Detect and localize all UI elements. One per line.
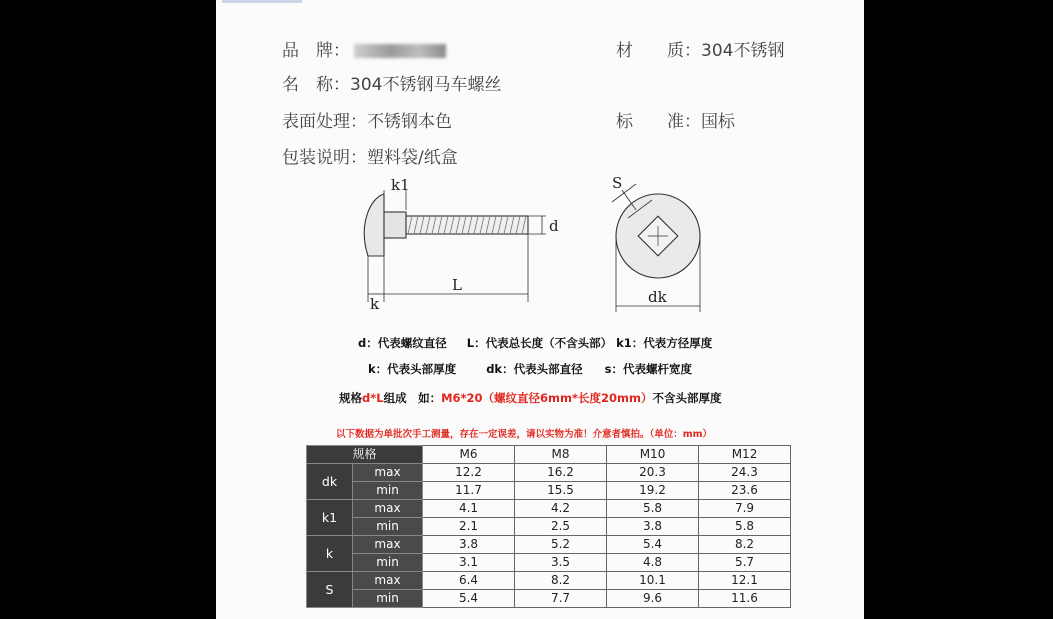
spec-table xyxy=(306,445,791,608)
table-row xyxy=(307,482,791,500)
table-cell: 11.6 xyxy=(699,590,791,608)
dim-k: k xyxy=(370,295,380,313)
package-value: 塑料袋/纸盒 xyxy=(367,148,458,168)
spec-prefix: 规格 xyxy=(339,391,362,405)
column-header: M8 xyxy=(515,446,607,464)
table-row xyxy=(307,518,791,536)
sub-label: min xyxy=(353,518,423,536)
bolt-head xyxy=(364,194,384,256)
surface-value: 不锈钢本色 xyxy=(367,112,452,132)
column-header: M6 xyxy=(423,446,515,464)
table-cell: 7.9 xyxy=(699,500,791,518)
table-cell: 15.5 xyxy=(515,482,607,500)
table-cell: 5.2 xyxy=(515,536,607,554)
table-cell: 12.1 xyxy=(699,572,791,590)
dim-dk: dk xyxy=(648,288,667,306)
surface-label: 表面处理： xyxy=(282,112,367,132)
group-label: k1 xyxy=(307,500,353,536)
group-label: k xyxy=(307,536,353,572)
table-cell: 9.6 xyxy=(607,590,699,608)
table-cell: 8.2 xyxy=(699,536,791,554)
table-header-label: 规格 xyxy=(307,446,423,464)
table-cell: 5.4 xyxy=(423,590,515,608)
product-spec-sheet xyxy=(216,0,864,619)
legend-dk: dk：代表头部直径 xyxy=(486,362,583,376)
table-cell: 4.2 xyxy=(515,500,607,518)
group-label: S xyxy=(307,572,353,608)
standard-value: 国标 xyxy=(701,112,735,132)
table-header-row xyxy=(307,446,791,464)
dim-S: S xyxy=(612,174,623,192)
bolt-neck xyxy=(384,212,406,238)
legend-line-1 xyxy=(358,335,712,351)
table-cell: 11.7 xyxy=(423,482,515,500)
spec-suffix: 不含头部厚度 xyxy=(652,391,722,405)
table-cell: 4.8 xyxy=(607,554,699,572)
name-value: 304不锈钢马车螺丝 xyxy=(350,75,502,95)
top-divider xyxy=(222,0,302,3)
table-cell: 16.2 xyxy=(515,464,607,482)
table-cell: 2.1 xyxy=(423,518,515,536)
material-label: 材 质： xyxy=(616,41,701,61)
sub-label: min xyxy=(353,590,423,608)
table-row xyxy=(307,536,791,554)
measurement-note: 以下数据为单批次手工测量，存在一定误差，请以实物为准！介意者慎拍。（单位：mm） xyxy=(336,429,713,440)
name-row xyxy=(282,74,501,96)
table-cell: 23.6 xyxy=(699,482,791,500)
table-cell: 7.7 xyxy=(515,590,607,608)
table-cell: 5.8 xyxy=(607,500,699,518)
sub-label: max xyxy=(353,536,423,554)
table-row xyxy=(307,590,791,608)
column-header: M10 xyxy=(607,446,699,464)
table-cell: 3.5 xyxy=(515,554,607,572)
name-label: 名 称： xyxy=(282,75,350,95)
table-cell: 4.1 xyxy=(423,500,515,518)
bolt-shank xyxy=(406,216,528,234)
column-header: M12 xyxy=(699,446,791,464)
table-cell: 3.1 xyxy=(423,554,515,572)
sub-label: max xyxy=(353,500,423,518)
table-cell: 24.3 xyxy=(699,464,791,482)
spec-example-line xyxy=(339,390,722,406)
material-value: 304不锈钢 xyxy=(701,41,785,61)
package-row xyxy=(282,147,458,169)
brand-value-redacted xyxy=(354,44,446,58)
brand-label: 品 牌： xyxy=(282,41,350,61)
legend-k: k：代表头部厚度 xyxy=(368,362,457,376)
sub-label: min xyxy=(353,554,423,572)
table-cell: 5.4 xyxy=(607,536,699,554)
table-cell: 20.3 xyxy=(607,464,699,482)
dim-d: d xyxy=(549,217,559,235)
surface-row xyxy=(282,111,452,133)
table-row xyxy=(307,500,791,518)
table-row xyxy=(307,554,791,572)
table-cell: 19.2 xyxy=(607,482,699,500)
table-cell: 10.1 xyxy=(607,572,699,590)
package-label: 包装说明： xyxy=(282,148,367,168)
table-row xyxy=(307,464,791,482)
material-row xyxy=(616,40,784,62)
spec-example: M6*20（螺纹直径6mm*长度20mm） xyxy=(441,391,653,405)
brand-row xyxy=(282,40,446,62)
table-cell: 12.2 xyxy=(423,464,515,482)
sub-label: min xyxy=(353,482,423,500)
legend-L: L：代表总长度（不含头部） xyxy=(466,336,613,350)
sub-label: max xyxy=(353,572,423,590)
table-cell: 2.5 xyxy=(515,518,607,536)
legend-d: d：代表螺纹直径 xyxy=(358,336,447,350)
table-cell: 6.4 xyxy=(423,572,515,590)
sub-label: max xyxy=(353,464,423,482)
table-row xyxy=(307,572,791,590)
table-cell: 3.8 xyxy=(607,518,699,536)
dim-k1: k1 xyxy=(391,176,410,194)
legend-s: s：代表螺杆宽度 xyxy=(604,362,692,376)
bolt-drawing xyxy=(346,170,746,320)
spec-dl: d*L xyxy=(362,391,384,405)
group-label: dk xyxy=(307,464,353,500)
table-cell: 8.2 xyxy=(515,572,607,590)
legend-line-2 xyxy=(368,361,692,377)
table-cell: 5.8 xyxy=(699,518,791,536)
table-cell: 3.8 xyxy=(423,536,515,554)
standard-label: 标 准： xyxy=(616,112,701,132)
spec-mid: 组成 如： xyxy=(383,391,442,405)
legend-k1: k1：代表方径厚度 xyxy=(616,336,713,350)
standard-row xyxy=(616,111,735,133)
dim-L: L xyxy=(452,276,462,294)
table-cell: 5.7 xyxy=(699,554,791,572)
